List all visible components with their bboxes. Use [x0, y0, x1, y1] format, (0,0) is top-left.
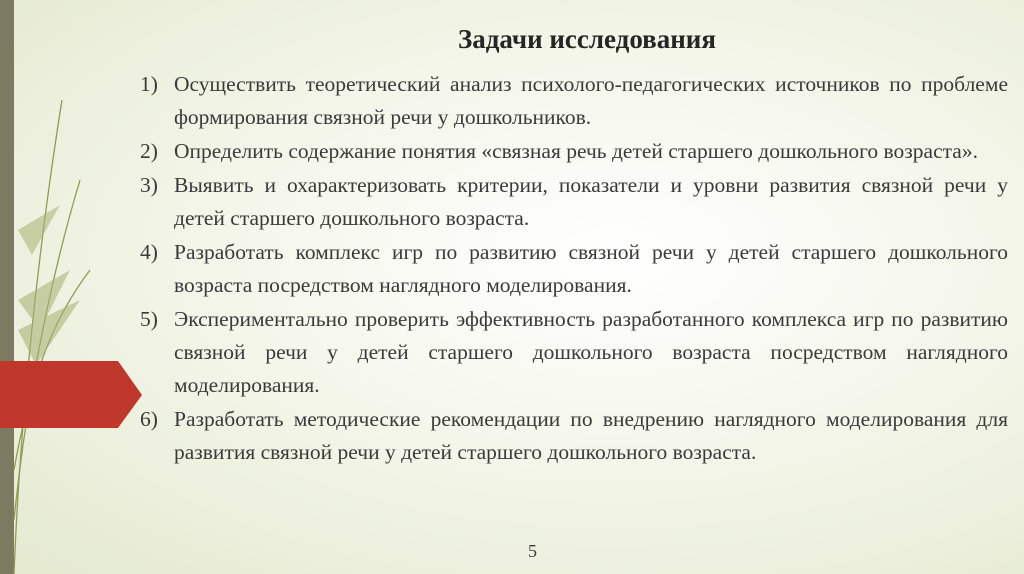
- item-text: Разработать комплекс игр по развитию связной речи у детей старшего дошкольного возраста посредством наглядного моделирования.: [174, 240, 1008, 297]
- item-number: 4): [140, 240, 158, 264]
- item-number: 2): [140, 139, 158, 163]
- item-number: 3): [140, 173, 158, 197]
- slide-title: Задачи исследования: [458, 24, 716, 54]
- list-item: [140, 403, 1008, 469]
- list-item: [140, 68, 1008, 134]
- item-text: Определить содержание понятия «связная речь детей старшего дошкольного возраста».: [174, 139, 978, 163]
- page-number: 5: [528, 541, 537, 561]
- list-item: [140, 135, 1008, 168]
- item-text: Экспериментально проверить эффективность разработанного комплекса игр по развитию связной речи у детей старшего дошкольного возраста посредством наглядного моделирования.: [174, 307, 1008, 397]
- list-item: [140, 303, 1008, 402]
- item-text: Осуществить теоретический анализ психолого-педагогических источников по проблеме формирования связной речи у дошкольников.: [174, 72, 1008, 129]
- list-item: [140, 236, 1008, 302]
- item-number: 6): [140, 407, 158, 431]
- item-text: Разработать методические рекомендации по внедрению наглядного моделирования для развития связной речи у детей старшего дошкольного возраста.: [174, 407, 1008, 464]
- item-number: 5): [140, 307, 158, 331]
- item-number: 1): [140, 72, 158, 96]
- red-arrow-marker: [0, 361, 142, 428]
- item-text: Выявить и охарактеризовать критерии, показатели и уровни развития связной речи у детей старшего дошкольного возраста.: [174, 173, 1008, 230]
- decor-leaf-shape: [18, 205, 60, 255]
- list-item: [140, 169, 1008, 235]
- task-list: [140, 68, 1008, 470]
